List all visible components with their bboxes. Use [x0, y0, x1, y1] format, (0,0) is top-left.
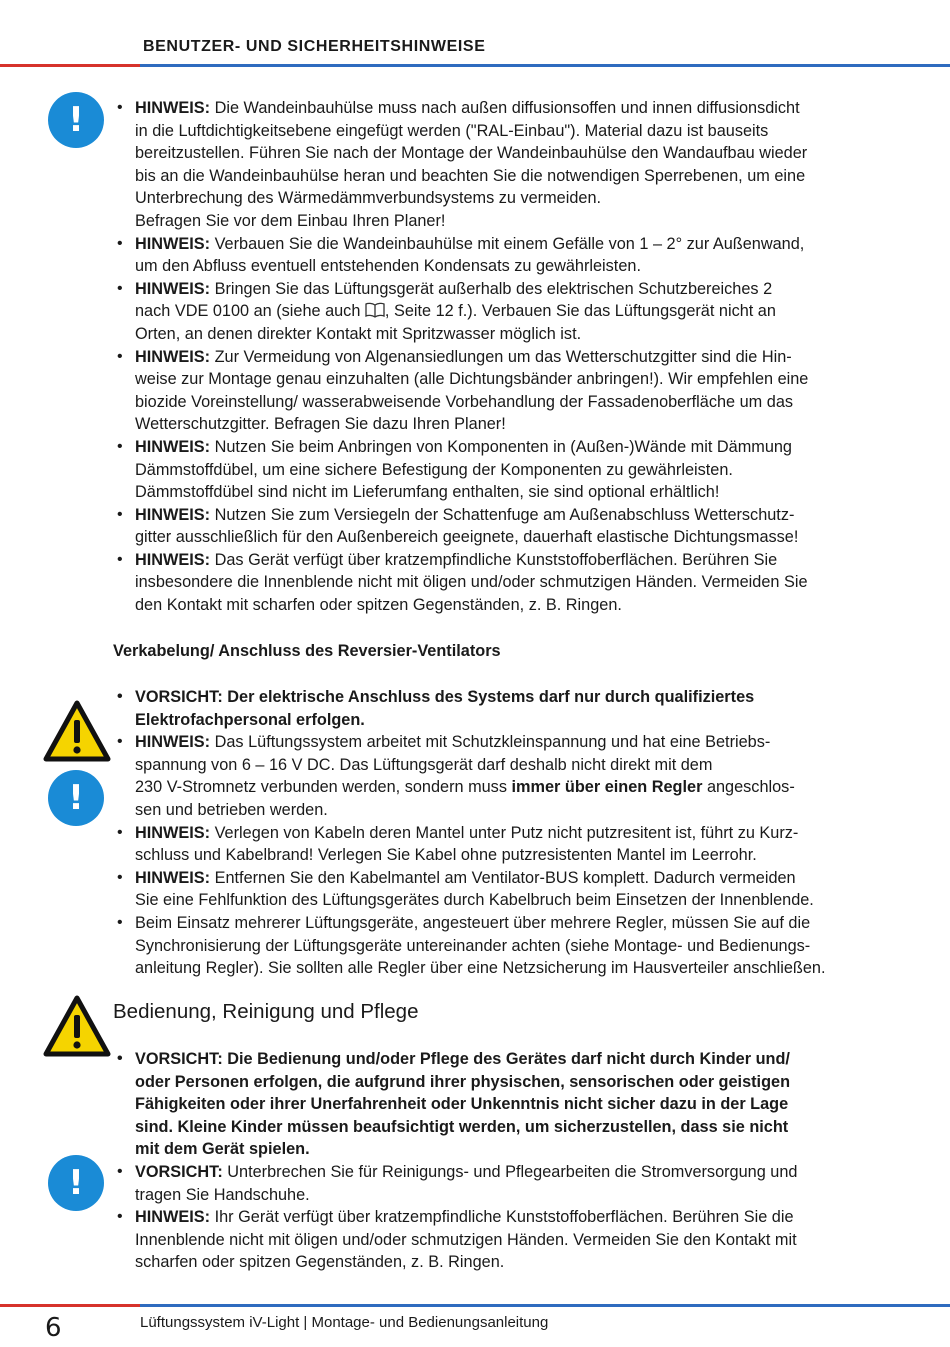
note-text: weise zur Montage genau einzuhalten (alle Dichtungsbänder anbringen!). Wir empfehlen eine: [135, 370, 809, 389]
note-label: HINWEIS:: [135, 234, 211, 253]
note-text: Die Wandeinbauhülse muss nach außen diffusionsoffen und innen diffusionsdicht: [210, 99, 800, 117]
note-text: in die Luftdichtigkeitsebene eingefügt werden ("RAL-Einbau"). Material dazu ist bauseits: [135, 121, 769, 140]
note-text: bereitzustellen. Führen Sie nach der Montage der Wandeinbauhülse den Wandaufbau wieder: [135, 144, 808, 163]
list-item: [113, 549, 883, 617]
note-text: Synchronisierung der Lüftungsgeräte untereinander achten (siehe Montage- und Bedienungs-: [135, 936, 811, 955]
note-text: Entfernen Sie den Kabelmantel am Ventilator-BUS komplett. Dadurch vermeiden: [210, 868, 796, 887]
footer-document-title: Lüftungssystem iV-Light | Montage- und Bedienungsanleitung: [140, 1314, 549, 1331]
note-text: Unterbrechung des Wärmedämmverbundsystems zu vermeiden.: [135, 189, 602, 208]
notes-list-operation: [113, 1048, 883, 1274]
note-text: Nutzen Sie zum Versiegeln der Schattenfuge am Außenabschluss Wetterschutz-: [210, 505, 795, 524]
warning-triangle-icon: [43, 700, 111, 762]
list-item: [113, 867, 883, 912]
note-text: scharfen oder spitzen Gegenständen, z. B. Ringen.: [135, 1253, 505, 1272]
note-text: biozide Voreinstellung/ wasserabweisende Vorbehandlung der Fassadenoberfläche um das: [135, 392, 794, 411]
caution-text: oder Personen erfolgen, die aufgrund ihrer physischen, sensorischen oder geistigen: [135, 1072, 791, 1091]
note-text: tragen Sie Handschuhe.: [135, 1185, 310, 1204]
list-item: [113, 504, 883, 549]
section-title: Bedienung, Reinigung und Pflege: [113, 1000, 419, 1023]
list-item: [113, 436, 883, 504]
note-text: , Seite 12 f.). Verbauen Sie das Lüftungsgerät nicht an: [384, 302, 776, 321]
note-label: HINWEIS:: [135, 99, 211, 117]
note-text: spannung von 6 – 16 V DC. Das Lüftungsgerät darf deshalb nicht direkt mit dem: [135, 755, 713, 774]
page-number: 6: [45, 1313, 62, 1343]
note-label: HINWEIS:: [135, 347, 211, 366]
note-text: Nutzen Sie beim Anbringen von Komponenten in (Außen-)Wände mit Dämmung: [210, 437, 792, 456]
note-text: gitter ausschließlich für den Außenbereich geeignete, dauerhaft elastische Dichtungsmasse!: [135, 528, 799, 547]
note-text: nach VDE 0100 an (siehe auch: [135, 302, 365, 321]
caution-text: Fähigkeiten oder ihrer Unerfahrenheit oder Unkenntnis nicht sicher dazu in der Lage: [135, 1095, 789, 1114]
list-item: [113, 233, 883, 278]
note-label: HINWEIS:: [135, 1208, 211, 1227]
note-text: Dämmstoffdübel sind nicht im Lieferumfang enthalten, sie sind optional erhältlich!: [135, 483, 720, 502]
list-item: [113, 1206, 883, 1274]
subsection-heading: Verkabelung/ Anschluss des Reversier-Ventilators: [113, 642, 501, 660]
note-text: Verbauen Sie die Wandeinbauhülse mit einem Gefälle von 1 – 2° zur Außenwand,: [210, 234, 805, 253]
list-item: [113, 97, 883, 233]
list-item: [113, 1048, 883, 1161]
note-text: um den Abfluss eventuell entstehenden Kondensats zu gewährleisten.: [135, 257, 641, 276]
note-label: HINWEIS:: [135, 823, 211, 842]
info-exclamation-icon: !: [48, 92, 104, 148]
note-text: Das Lüftungssystem arbeitet mit Schutzkleinspannung und hat eine Betriebs-: [210, 733, 771, 752]
note-label: HINWEIS:: [135, 733, 211, 752]
note-label: HINWEIS:: [135, 505, 211, 524]
footer-rule: [0, 1304, 950, 1307]
list-item: [113, 346, 883, 436]
emphasis-text: immer über einen Regler: [511, 778, 703, 797]
caution-text: • VORSICHT: Die Bedienung und/oder Pflege des Gerätes darf nicht durch Kinder und/: [135, 1050, 790, 1068]
note-text: Sie eine Fehlfunktion des Lüftungsgerätes durch Kabelbruch beim Einsetzen der Innenblende.: [135, 891, 814, 910]
caution-text: • VORSICHT: Der elektrische Anschluss des Systems darf nur durch qualifiziertes: [135, 688, 755, 706]
info-exclamation-icon: !: [48, 1155, 104, 1211]
note-text: Innenblende nicht mit öligen und/oder schmutzigen Händen. Vermeiden Sie den Kontakt mit: [135, 1230, 797, 1249]
list-item: [113, 822, 883, 867]
note-text: den Kontakt mit scharfen oder spitzen Gegenständen, z. B. Ringen.: [135, 596, 622, 615]
list-item: [113, 278, 883, 346]
info-exclamation-icon: !: [48, 770, 104, 826]
caution-text: sind. Kleine Kinder müssen beaufsichtigt werden, um sicherzustellen, dass sie nicht: [135, 1117, 789, 1136]
note-text: anleitung Regler). Sie sollten alle Regler über eine Netzsicherung im Hausverteiler anschließen.: [135, 959, 826, 978]
note-text: bis an die Wandeinbauhülse heran und beachten Sie die notwendigen Sperrebenen, um eine: [135, 166, 806, 185]
notes-list-installation: [113, 97, 883, 617]
caution-text: mit dem Gerät spielen.: [135, 1140, 310, 1159]
note-text: Befragen Sie vor dem Einbau Ihren Planer!: [135, 211, 446, 230]
note-text: insbesondere die Innenblende nicht mit öligen und/oder schmutzigen Händen. Vermeiden Sie: [135, 573, 808, 592]
caution-text: Elektrofachpersonal erfolgen.: [135, 710, 365, 729]
note-text: Verlegen von Kabeln deren Mantel unter Putz nicht putzresitent ist, führt zu Kurz-: [210, 823, 799, 842]
note-text: Ihr Gerät verfügt über kratzempfindliche Kunststoffoberflächen. Berühren Sie die: [210, 1208, 794, 1227]
warning-triangle-icon: [43, 995, 111, 1057]
note-text: Orten, an denen direkter Kontakt mit Spritzwasser möglich ist.: [135, 324, 582, 343]
note-text: Wetterschutzgitter. Befragen Sie dazu Ihren Planer!: [135, 415, 506, 434]
list-item: [113, 686, 883, 731]
page-header-title: BENUTZER- UND SICHERHEITSHINWEISE: [143, 38, 486, 55]
note-label: HINWEIS:: [135, 279, 211, 298]
note-text: Das Gerät verfügt über kratzempfindliche Kunststoffoberflächen. Berühren Sie: [210, 550, 778, 569]
note-text: sen und betrieben werden.: [135, 800, 328, 819]
note-text: Zur Vermeidung von Algenansiedlungen um das Wetterschutzgitter sind die Hin-: [210, 347, 792, 366]
header-rule: [0, 64, 950, 67]
list-item: [113, 731, 883, 821]
note-text: Bringen Sie das Lüftungsgerät außerhalb des elektrischen Schutzbereiches 2: [210, 279, 773, 298]
note-text: 230 V-Stromnetz verbunden werden, sondern muss: [135, 778, 512, 797]
note-label: HINWEIS:: [135, 868, 211, 887]
note-label: HINWEIS:: [135, 550, 211, 569]
note-text: schluss und Kabelbrand! Verlegen Sie Kabel ohne putzresistenten Mantel im Leerrohr.: [135, 846, 757, 865]
note-text: Dämmstoffdübel, um eine sichere Befestigung der Komponenten zu gewährleisten.: [135, 460, 733, 479]
caution-label: VORSICHT:: [135, 1162, 223, 1181]
note-text: • Beim Einsatz mehrerer Lüftungsgeräte, angesteuert über mehrere Regler, müssen Sie auf die: [135, 913, 811, 932]
notes-list-wiring: [113, 686, 883, 980]
note-text: angeschlos-: [702, 778, 795, 797]
note-label: HINWEIS:: [135, 437, 211, 456]
book-icon: [365, 302, 385, 318]
list-item: [113, 912, 883, 980]
list-item: [113, 1161, 883, 1206]
note-text: Unterbrechen Sie für Reinigungs- und Pflegearbeiten die Stromversorgung und: [222, 1162, 798, 1181]
